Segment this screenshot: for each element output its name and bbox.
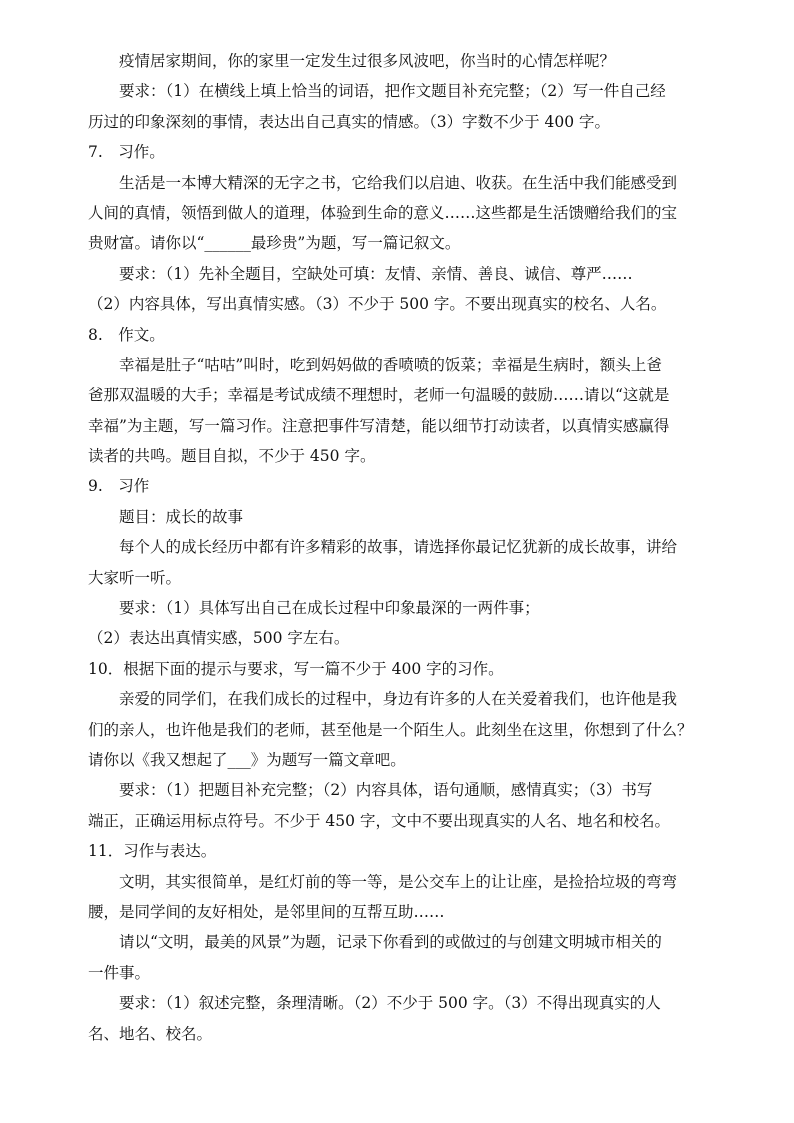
text-line: 9. 习作 [88, 477, 150, 496]
text-line: 要求：（1）把题目补充完整；（2）内容具体，语句通顺，感情真实；（3）书写 [119, 781, 653, 800]
text-line: 们的亲人，也许他是我们的老师，甚至他是一个陌生人。此刻坐在这里，你想到了什么？ [88, 720, 693, 739]
text-line: （2）表达出真情实感，500 字左右。 [88, 629, 350, 648]
text-line: 腰，是同学间的友好相处，是邻里间的互帮互助…… [88, 902, 445, 921]
text-line: 历过的印象深刻的事情，表达出自己真实的情感。（3）字数不少于 400 字。 [88, 112, 611, 131]
text-line: 请你以《我又想起了___》为题写一篇文章吧。 [88, 750, 406, 769]
text-line: 爸那双温暖的大手；幸福是考试成绩不理想时，老师一句温暖的鼓励……请以“这就是 [88, 386, 670, 405]
text-line: 幸福是肚子“咕咕”叫时，吃到妈妈做的香喷喷的饭菜；幸福是生病时，额头上爸 [119, 355, 662, 374]
text-line: 幸福”为主题，写一篇习作。注意把事件写清楚，能以细节打动读者，以真情实感赢得 [88, 416, 670, 435]
text-line: 请以“文明，最美的风景”为题，记录下你看到的或做过的与创建文明城市相关的 [119, 933, 662, 952]
text-line: 读者的共鸣。题目自拟，不少于 450 字。 [88, 447, 376, 466]
document-body [88, 46, 708, 1049]
text-line: 生活是一本博大精深的无字之书，它给我们以启迪、收获。在生活中我们能感受到 [119, 173, 678, 192]
text-line: 8. 作文。 [88, 325, 165, 344]
text-line: 要求：（1）先补全题目，空缺处可填：友情、亲情、善良、诚信、尊严…… [119, 264, 633, 283]
text-line: 要求：（1）叙述完整，条理清晰。（2）不少于 500 字。（3）不得出现真实的人 [119, 994, 661, 1013]
text-line: 要求：（1）在横线上填上恰当的词语，把作文题目补充完整；（2）写一件自己经 [119, 82, 666, 101]
text-line: 每个人的成长经历中都有许多精彩的故事，请选择你最记忆犹新的成长故事，讲给 [119, 538, 678, 557]
text-line: 人间的真情，领悟到做人的道理，体验到生命的意义……这些都是生活馈赠给我们的宝 [88, 203, 678, 222]
text-line: 文明，其实很简单，是红灯前的等一等，是公交车上的让让座，是捡拾垃圾的弯弯 [119, 872, 678, 891]
text-line: 11．习作与表达。 [88, 842, 217, 861]
text-line: 亲爱的同学们，在我们成长的过程中，身边有许多的人在关爱着我们，也许他是我 [119, 690, 678, 709]
text-line: 要求：（1）具体写出自己在成长过程中印象最深的一两件事； [119, 599, 540, 618]
text-line: 大家听一听。 [88, 568, 182, 587]
text-line: 端正，正确运用标点符号。不少于 450 字，文中不要出现真实的人名、地名和校名。 [88, 811, 670, 830]
text-line: 10．根据下面的提示与要求，写一篇不少于 400 字的习作。 [88, 659, 504, 678]
text-line: 贵财富。请你以“______最珍贵”为题，写一篇记叙文。 [88, 234, 461, 253]
text-line: 题目：成长的故事 [119, 507, 244, 526]
text-line: 7. 习作。 [88, 143, 165, 162]
text-line: （2）内容具体，写出真情实感。（3）不少于 500 字。不要出现真实的校名、人名。 [88, 295, 667, 314]
text-line: 一件事。 [88, 963, 151, 982]
text-line: 疫情居家期间，你的家里一定发生过很多风波吧，你当时的心情怎样呢？ [119, 52, 616, 70]
text-line: 名、地名、校名。 [88, 1024, 213, 1043]
